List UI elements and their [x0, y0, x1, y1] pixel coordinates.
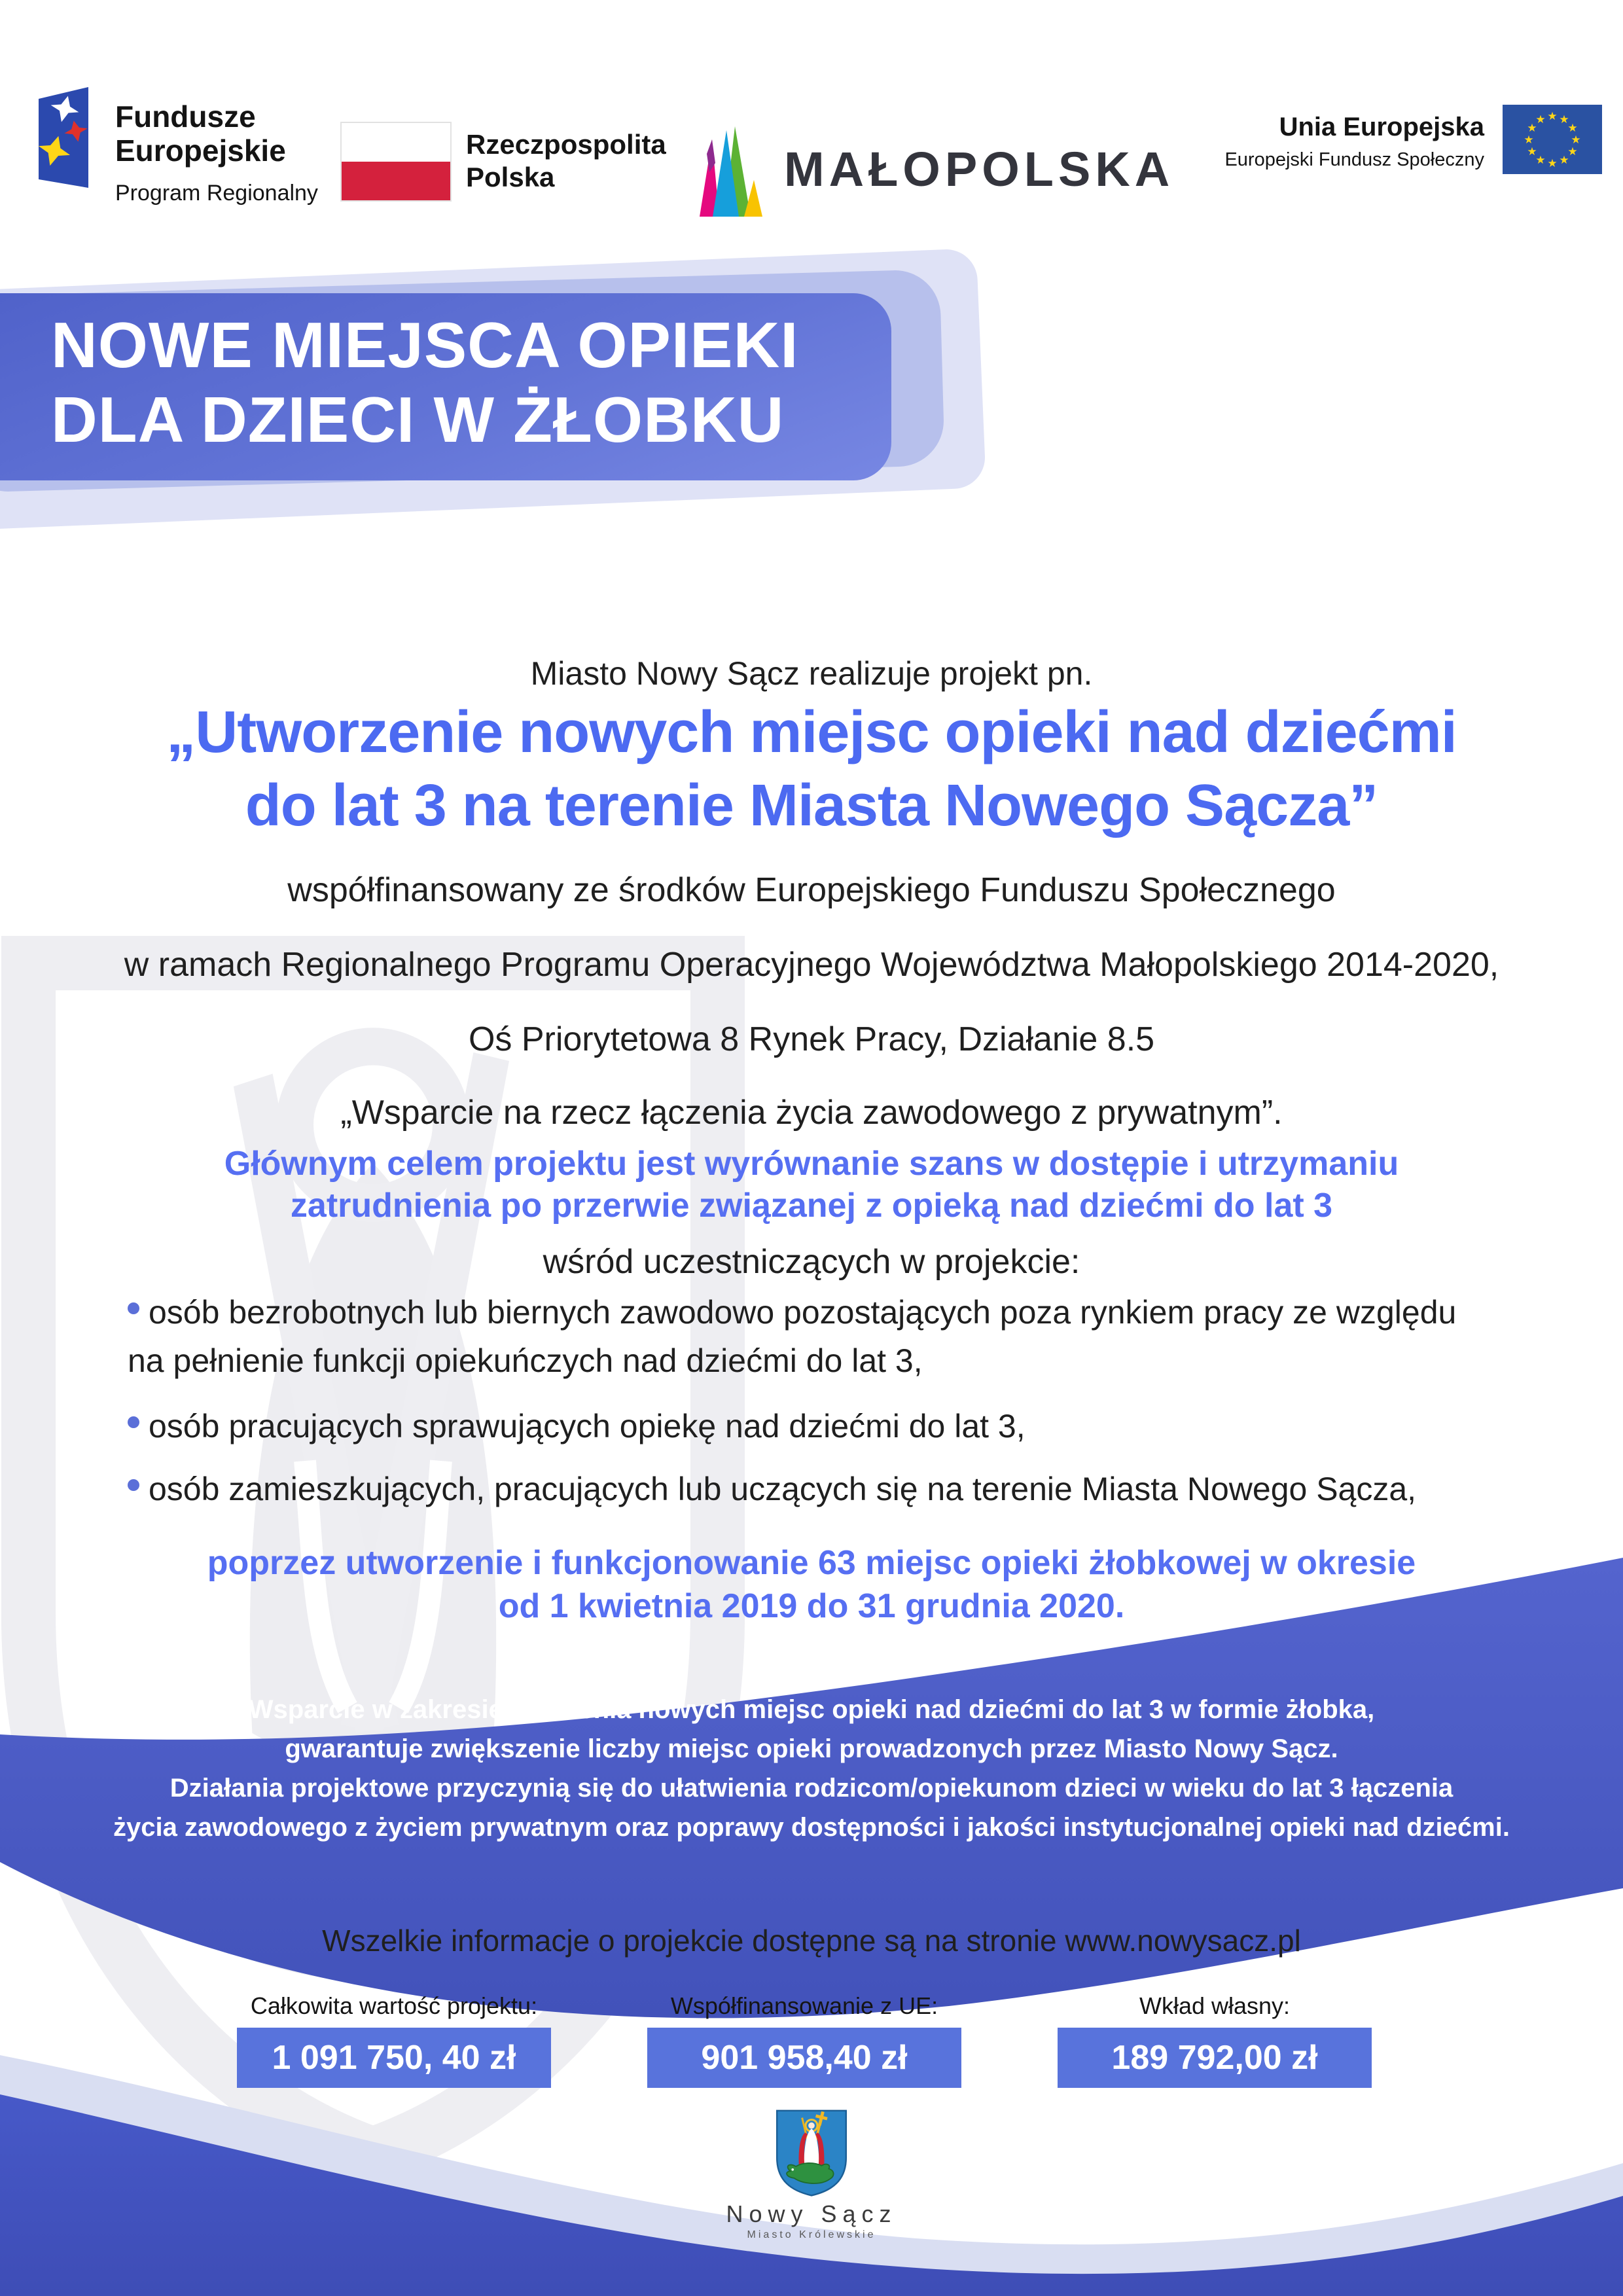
banner-title-line2: DLA DZIECI W ŻŁOBKU: [51, 384, 785, 456]
period-line2: od 1 kwietnia 2019 do 31 grudnia 2020.: [498, 1587, 1125, 1625]
goal-line1: Głównym celem projektu jest wyrównanie szans w dostępie i utrzymaniu: [224, 1145, 1399, 1183]
city-crest-icon: [771, 2108, 852, 2198]
period-line1: poprzez utworzenie i funkcjonowanie 63 miejsc opieki żłobkowej w okresie: [207, 1544, 1416, 1582]
fin-value-eu: 901 958,40 zł: [647, 2028, 961, 2088]
program-line: w ramach Regionalnego Programu Operacyjnego Województwa Małopolskiego 2014-2020,: [124, 946, 1499, 984]
bullet-1-line1: osób bezrobotnych lub biernych zawodowo pozostających poza rynkiem pracy ze względu: [149, 1294, 1457, 1331]
bullet-item-1-continuation: na pełnienie funkcji opiekuńczych nad dziećmi do lat 3,: [128, 1342, 923, 1379]
poland-label: [466, 128, 666, 194]
bullet-item-1: [128, 1293, 1456, 1331]
lead-text: Miasto Nowy Sącz realizuje projekt pn.: [530, 655, 1093, 692]
banner-title: [51, 308, 799, 457]
svg-text:★: ★: [1524, 134, 1534, 147]
axis-line: Oś Priorytetowa 8 Rynek Pracy, Działanie 8.5: [468, 1020, 1155, 1058]
bullet-item-3: [128, 1470, 1416, 1508]
poland-flag-icon: [340, 122, 452, 202]
svg-text:★: ★: [1567, 122, 1578, 135]
fin-label-own: Wkład własny:: [1139, 1992, 1291, 2019]
poland-line2: Polska: [466, 162, 555, 192]
fin-value-own: 189 792,00 zł: [1058, 2028, 1372, 2088]
bullet-dot-icon: [128, 1302, 139, 1314]
svg-text:★: ★: [1547, 110, 1558, 123]
malopolska-peaks-icon: [696, 120, 776, 218]
eu-label-line1: Unia Europejska: [1279, 113, 1484, 141]
svg-text:★: ★: [1535, 154, 1546, 167]
funding-line: współfinansowany ze środków Europejskiego Funduszu Społecznego: [287, 871, 1336, 909]
fin-value-total: 1 091 750, 40 zł: [237, 2028, 551, 2088]
goal-line2: zatrudnienia po przerwie związanej z opieką nad dziećmi do lat 3: [290, 1187, 1333, 1225]
city-tagline: Miasto Królewskie: [747, 2229, 876, 2240]
poland-flag-white: [342, 123, 450, 162]
band-line4: życia zawodowego z życiem prywatnym oraz poprawy dostępności i jakości instytucjonalnej opieki nad dziećmi.: [113, 1813, 1510, 1842]
bullet-3-text: osób zamieszkujących, pracujących lub uczących się na terenie Miasta Nowego Sącza,: [149, 1471, 1417, 1507]
band-line2: gwarantuje zwiększenie liczby miejsc opieki prowadzonych przez Miasto Nowy Sącz.: [285, 1734, 1338, 1763]
svg-text:★: ★: [1527, 122, 1537, 135]
measure-line: „Wsparcie na rzecz łączenia życia zawodowego z prywatnym”.: [340, 1094, 1283, 1132]
svg-text:★: ★: [1559, 113, 1569, 126]
fe-logo-line2: Europejskie: [115, 134, 286, 168]
bullet-2-text: osób pracujących sprawujących opiekę nad dziećmi do lat 3,: [149, 1408, 1026, 1444]
eu-flag-icon: [1503, 105, 1602, 174]
banner-title-line1: NOWE MIEJSCA OPIEKI: [51, 309, 799, 381]
poland-line1: Rzeczpospolita: [466, 129, 666, 160]
svg-text:★: ★: [1559, 154, 1569, 167]
bullet-dot-icon: [128, 1416, 139, 1428]
bullet-item-2: [128, 1407, 1026, 1445]
malopolska-wordmark: MAŁOPOLSKA: [784, 142, 1175, 196]
fe-logo-title: [115, 99, 286, 168]
info-line: Wszelkie informacje o projekcie dostępne są na stronie www.nowysacz.pl: [322, 1924, 1301, 1958]
poland-flag-red: [342, 162, 450, 200]
band-line1: Wsparcie w zakresie tworzenia nowych miejsc opieki nad dziećmi do lat 3 w formie żłobka,: [248, 1695, 1375, 1724]
bullet-dot-icon: [128, 1479, 139, 1491]
project-title-line1: „Utworzenie nowych miejsc opieki nad dziećmi: [166, 700, 1457, 765]
fin-label-eu: Współfinansowanie z UE:: [670, 1992, 938, 2019]
city-name: Nowy Sącz: [726, 2200, 897, 2227]
svg-text:★: ★: [1567, 145, 1578, 158]
svg-text:★: ★: [1527, 145, 1537, 158]
fe-logo-subtitle: Program Regionalny: [115, 181, 318, 206]
svg-text:★: ★: [1535, 113, 1546, 126]
eu-label-line2: Europejski Fundusz Społeczny: [1224, 149, 1484, 170]
band-line3: Działania projektowe przyczynią się do ułatwienia rodzicom/opiekunom dzieci w wieku do lat 3 łączenia: [169, 1774, 1454, 1803]
fe-logo-line1: Fundusze: [115, 99, 256, 134]
fin-label-total: Całkowita wartość projektu:: [250, 1992, 538, 2019]
svg-text:★: ★: [1547, 157, 1558, 170]
participants-heading: wśród uczestniczących w projekcie:: [543, 1243, 1080, 1281]
project-title-line2: do lat 3 na terenie Miasta Nowego Sącza”: [245, 773, 1378, 838]
svg-text:★: ★: [1571, 134, 1581, 147]
fundusze-europejskie-logo: [39, 87, 90, 189]
